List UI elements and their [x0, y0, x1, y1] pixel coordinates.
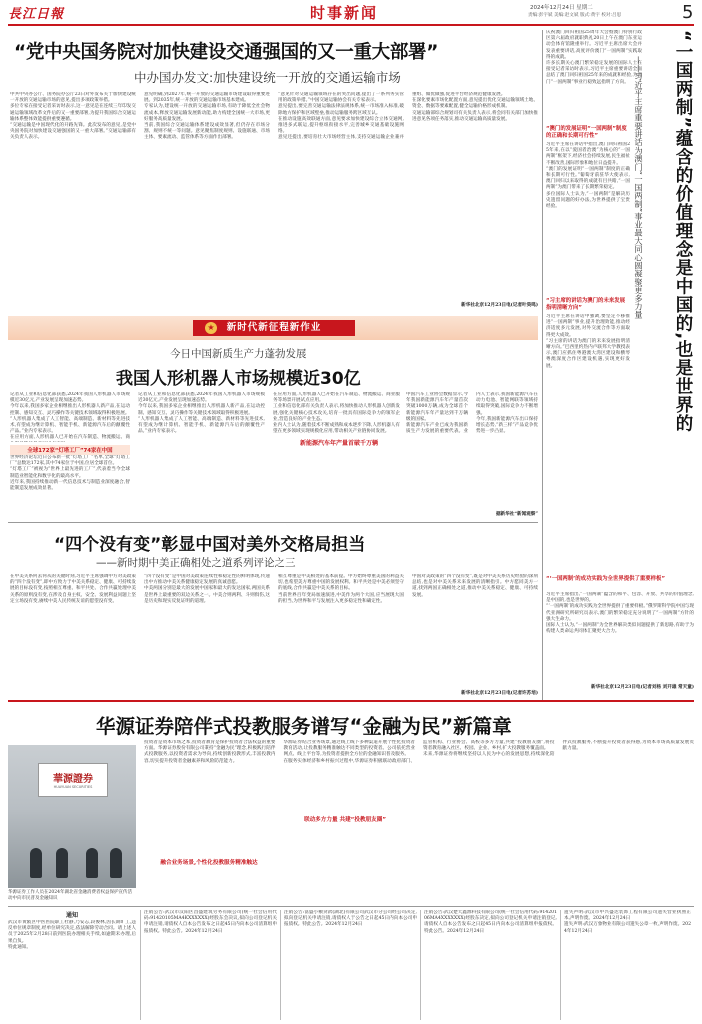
macao-section3-body: 习近平主席指出,“一国两制”蕴含的和平、包容、开放、共享的价值理念,是中国的,也是世界的。 “‘一国两制’的成功实践为全世界提供了重要样板。”俄罗斯科学院中国与现代亚洲研究所研究员表示,澳门的繁荣稳定充分说明了“一国两制”方针的强大生命力。 国际人士认为,“一国两制”为全世界解决类似问题提供了新思路,有助于为构建人类命运共同体汇聚更大合力。 [546, 592, 694, 635]
notice-title: 通知 [65, 912, 78, 919]
robot-headline: 我国人形机器人市场规模近30亿 [116, 369, 361, 389]
legal-notice-2: 注销公告:富盛小额贷款(湖北)有限公司武汉市分公司经公司决定,拟向登记机关申请注销,请债权人于公告之日起45日内向本公司申报债权。特此公告。2024年12月24日 [280, 910, 420, 1020]
lighthouse-box-heading: 全球172家“灯塔工厂”74家在中国 [10, 445, 130, 455]
party-emblem-icon: ★ [205, 322, 217, 334]
photo-person-figure [30, 848, 42, 878]
photo-sign-chinese: 華源證券 [53, 774, 93, 785]
newspaper-logo: 長江日報 [8, 7, 65, 22]
lead-subheadline: 中办国办发文:加快建设统一开放的交通运输市场 [134, 70, 401, 85]
photo-person-figure [86, 848, 98, 878]
robot-body-cols: 记者从工业和信息化部获悉,2024年我国人形机器人市场规模近30亿元,产业发展呈现加速态势。 今年以来,我国多家企业相继推出人形机器人新产品,在运动控制、感知交互、灵巧操作等关键技术领域取得积极进展。 “人形机器人集成了人工智能、高端制造、新材料等先进技术,有望成为继计算机、智能手机、新能源汽车后的颠覆性产品。”业内专家表示。 在应用方面,人形机器人已开始在汽车制造、物流搬运、商业服务等场景开展试点应用。 工业和信息化部有关负责人表示,将加快推动人形机器人创新发展,强化关键核心技术攻关,培育一批具有国际竞争力的领军企业,营造良好的产业生态。 业内人士认为,随着技术不断成熟和成本逐步下降,人形机器人有望在更多领域实现规模化应用,带动相关产业链协同发展。 [138, 392, 400, 435]
photo-person-figure [56, 848, 68, 878]
macao-vertical-subheadline: ——习近平主席重要讲话为澳门“一国两制”事业最大同心圆凝聚更多力量 [634, 56, 644, 319]
securities-subheading-2: 联动多方力量 共建“投教朋友圈” [303, 817, 387, 823]
lead-byline: 新华社北京12月23日电(记者叶昊鸣) [461, 303, 538, 308]
commentary-body: 在中美关系何去何从的关键时刻,习近平主席强调中方对美政策的“四个没有变”,即中方致力于中美关系稳定、健康、可持续发展的目标没有变,按照相互尊重、和平共处、合作共赢处理中美关系的原则没有变,在涉及自身主权、安全、发展利益问题上坚定立场没有变,赓续中美人民传统友谊的愿望没有变。 “四个没有变”是中国对美政策连续性和稳定性的鲜明体现,传递出中方推动中美关系健康稳定发展的真诚意愿。 中美两国分别是最大的发展中国家和最大的发达国家,两国关系是世界上最重要的双边关系之一。中美合则两利、斗则俱伤,这是历史和现实反复证明的道理。 相互尊重是中美相处的基本前提。中方始终尊重美国的利益关切,也希望美方尊重中国的发展权利。和平共处是中美必须坚守的底线,合作共赢是中美关系的目标。 当前世界百年变局加速演进,中美作为两个大国,应当展现大国的担当,为世界和平与发展注入更多稳定性和确定性。 中国对美政策的“四个没有变”,既是对中美关系历史经验的深刻总结,也是对中美关系未来发展的清晰指引。中方愿同美方一道,找到两国正确相处之道,推动中美关系稳定、健康、可持续发展。 [10, 574, 538, 604]
commentary-headline: “四个没有变”彰显中国对美外交格局担当 [54, 535, 366, 555]
legal-notice-1: 注销公告:武汉市汉阳区昌盛建筑劳务有限公司(统一社会信用代码:91420105MA4KXXXXXX)经股东会决议,拟向公司登记机关申请注销,请债权人自本公告发布之日起45日内向本公司清算组申报债权。特此公告。2024年12月24日 [140, 910, 280, 1020]
macao-section2-heading: “习主席的讲话为澳门的未来发展指明清晰方向” [546, 298, 626, 311]
macao-section2-body: 习近平主席在讲话中强调,要坚定不移推进“一国两制”事业,提升治理效能,推动经济适度多元发展,对外交流合作等方面取得更大成效。 “习主席的讲话为澳门的未来发展指明清晰方向。”巴西里约热内卢联邦大学教授表示,澳门应抓住粤港澳大湾区建设和横琴粤澳深度合作区建设机遇,实现更好发展。 [546, 314, 630, 369]
legal-notice-4: 遗失声明:武汉市中兴盛达装饰工程有限公司遗失营业执照正本,声明作废。2024年12月24日 遗失声明:武汉万象物业有限公司遗失公章一枚,声明作废。2024年12月24日 [560, 910, 694, 1020]
robot-body-col1: 记者从工业和信息化部获悉,2024年我国人形机器人市场规模近30亿元,产业发展呈现加速态势。 今年以来,我国多家企业相继推出人形机器人新产品,在运动控制、感知交互、灵巧操作等关键技术领域取得积极进展。 “人形机器人集成了人工智能、高端制造、新材料等先进技术,有望成为继计算机、智能手机、新能源汽车后的颠覆性产品。”业内专家表示。 在应用方面,人形机器人已开始在汽车制造、物流搬运、商 [10, 392, 130, 441]
lead-body: 中共中央办公厅、国务院办公厅23日对外发布关于加快建设统一开放的交通运输市场的意见,提出多项政策举措。 多位专家在接受记者采访时表示,这一意见是在连续三年印发交通运输领域改革文件后的又一重要部署,为提升我国综合交通运输体系整体效能提供重要遵循。 “交通运输是中国现代化的开路先锋。此次发布的意见,是党中央国务院对加快建设交通强国的又一重大部署。”交通运输部有关负责人表示。 意见明确,到2027年,统一开放的交通运输市场建设取得重要进展。到2035年,统一开放的交通运输市场基本建成。 专家认为,建设统一开放的交通运输市场,有助于降低全社会物流成本,释放交通运输发展新动能,助力构建全国统一大市场,更好服务高质量发展。 当前,我国综合交通运输体系建设成效显著,但仍存在市场分割、规则不统一等问题。意见聚焦制度规则、设施联通、市场主体、要素流动、监管体系等方面作出部署。 “意见针对交通运输领域存在的突出问题,提出了一系列务实管用的政策举措。”中国交通运输协会有关专家表示。 意见提出,要完善交通运输法律法规体系,统一市场准入标准,破除地方保护和区域壁垒,推动运输服务跨区域互认。 在推动设施高效联通方面,意见要求加快建设综合立体交通网,推进多式联运,提升枢纽衔接水平,完善城乡交通基础设施网络。 意见还提出,要培育壮大市场经营主体,支持交通运输企业兼并重组、做优做强,促进平台经济规范健康发展。 在深化要素市场化配置方面,意见提出优化交通运输领域土地、资金、数据等要素配置,健全运输价格形成机制。 交通运输部综合规划司有关负责人表示,将会同有关部门加快推进意见各项任务落实,推动交通运输高质量发展。 [10, 92, 538, 141]
photo-person-figure [110, 848, 122, 878]
lighthouse-box-body: 世界经济论坛近日公布新一批“灯塔工厂”名单,全球“灯塔工厂”总数达172家,其中74家位于中国,位居全球首位。 “灯塔工厂”被视为“世界上最先进的工厂”,代表着当今全球制造业智能化和数字化的最高水平。 近年来,我国持续推动新一代信息技术与制造业深度融合,智能制造发展成效显著。 [10, 455, 130, 492]
editor-credits: 责编:彭宇斌 美编:赵文斌 版式:黄宇 校对:吕思 [528, 13, 622, 18]
photo-signboard [38, 763, 108, 797]
robot-kicker: 今日中国新质生产力蓬勃发展 [170, 348, 307, 360]
macao-section1-body: 习近平主席在讲话中指出,澳门回归祖国25年来,在以“爱国者治澳”为核心的“一国两制”框架下,经济社会持续发展,民生福祉不断改善,国际形象和地位日益提升。 “澳门的发展证明“一国两制”制度的正确和长期可行性。”葡萄牙前驻华大使表示,澳门回归以来取得的成就有目共睹,“一国两制”为澳门带来了长期繁荣稳定。 多位国际人士认为,“一国两制”是解决历史遗留问题的好办法,为世界提供了宝贵经验。 [546, 142, 630, 210]
bottom-section-rule [8, 700, 694, 702]
notice-body: 武汉市黄陂区中医医院职工杜静,乃安志,段俊林,因长期旷工,违反单位规章制度,经单位研究决定,依法解除劳动合同。请上述人员于2025年2月28日前到医院办理相关手续,如逾期未办理,后果自负。 特此通知。 [8, 920, 136, 950]
macao-intro: 庆祝澳门回归祖国25周年大会暨澳门特别行政区第六届政府就职典礼20日上午在澳门东亚运动会体育馆隆重举行。习近平主席出席大会并发表重要讲话,高度评价澳门“一国两制”实践取得的成就。 许多长期关心澳门繁荣稳定发展的国际人士在接受记者采访时表示,习近平主席重要讲话全面总结了澳门回归祖国25年来的成就和经验,为澳门“一国两制”事业行稳致远指明了方向。 [546, 30, 642, 85]
macao-vertical-headline: “一国两制”蕴含的价值理念是中国的,也是世界的 [673, 30, 693, 433]
macao-section1-heading: “澳门的发展证明“一国两制”制度的正确和长期可行性” [546, 126, 627, 139]
section-title: 时事新闻 [309, 4, 378, 22]
photo-caption: 华源证券工作人员在2024年湖北省金融消费者权益保护宣传活动中向市民普及金融知识 [8, 890, 132, 901]
issue-date: 2024年12月24日 星期二 [530, 5, 593, 11]
securities-body: 投资者是资本市场之本,投资者教育是保护投资者合法权益的重要方面。华源证券股份有限公司秉持“金融为民”理念,积极践行陪伴式投教服务,以投资者需求为导向,持续创新投教形式,丰富投教内容,切实提升投资者金融素养和风险防范能力。 华源证券结合业务场景,通过线上线下多种渠道开展个性化投资者教育活动,让投教服务精准触达不同类型的投资者。公司依托营业网点、线上平台等,为投资者提供全方位的金融知识普及服务。 在服务实体经济和乡村振兴过程中,华源证券积极联动政府部门、监管机构、行业协会、高校等多方力量,共建“投教朋友圈”,将投资者教育融入社区、校园、企业、乡村,扩大投教服务覆盖面。 未来,华源证券将继续坚持以人民为中心的发展思想,持续深化陪伴式投教服务,不断提升投资者获得感,为资本市场高质量发展贡献力量。 [144, 740, 694, 764]
macao-section3-heading: “‘一国两制’的成功实践为全世界提供了重要样板” [546, 576, 665, 582]
robot-byline: 据新华社“新闻观察” [495, 512, 538, 517]
column-divider [542, 30, 543, 700]
securities-headline: 华源证券陪伴式投教服务谱写“金融为民”新篇章 [96, 715, 512, 738]
legal-notice-3: 注销公告:武汉楚天鑫源科技有限公司(统一社会信用代码:91420106MA4XXXXXXX)经股东决定,拟向公司登记机关申请注销登记,请债权人自本公告发布之日起45日内向本公司清算组申报债权。特此公告。2024年12月24日 [420, 910, 560, 1020]
footer-rule [8, 906, 694, 907]
section-banner: 新时代新征程新作业 [193, 320, 355, 336]
securities-subheading-1: 融合业务场景,个性化投教服务精准触达 [160, 860, 258, 866]
nev-body: 中国汽车工业协会数据显示,今年我国新能源汽车年产量首次突破1000万辆,成为全球首个新能源汽车年产量达到千万辆级的国家。 新能源汽车产业已成为我国新质生产力发展的重要代表。业内人士表示,我国新能源汽车在动力电池、智能网联等领域持续取得突破,国际竞争力不断增强。 今年,我国新能源汽车出口保持增长态势,“新三样”产品竞争优势进一步凸显。 [406, 392, 538, 435]
photo-sign-english: HUAYUAN SECURITIES [53, 785, 93, 789]
page-number: 5 [682, 2, 694, 23]
nev-subheading: 新能源汽车年产量首破千万辆 [299, 440, 378, 447]
macao-byline: 新华社北京12月23日电(记者刘杨 刘开雄 常天童) [590, 685, 694, 690]
commentary-subheadline: ——新时期中美正确相处之道系列评论之三 [96, 557, 296, 569]
lead-headline: “党中央国务院对加快建设交通强国的又一重大部署” [14, 42, 439, 63]
securities-office-photo [8, 745, 136, 888]
commentary-byline: 新华社北京12月23日电(记者许苏培) [461, 691, 538, 696]
section-divider [8, 522, 538, 523]
masthead-rule [8, 24, 694, 26]
